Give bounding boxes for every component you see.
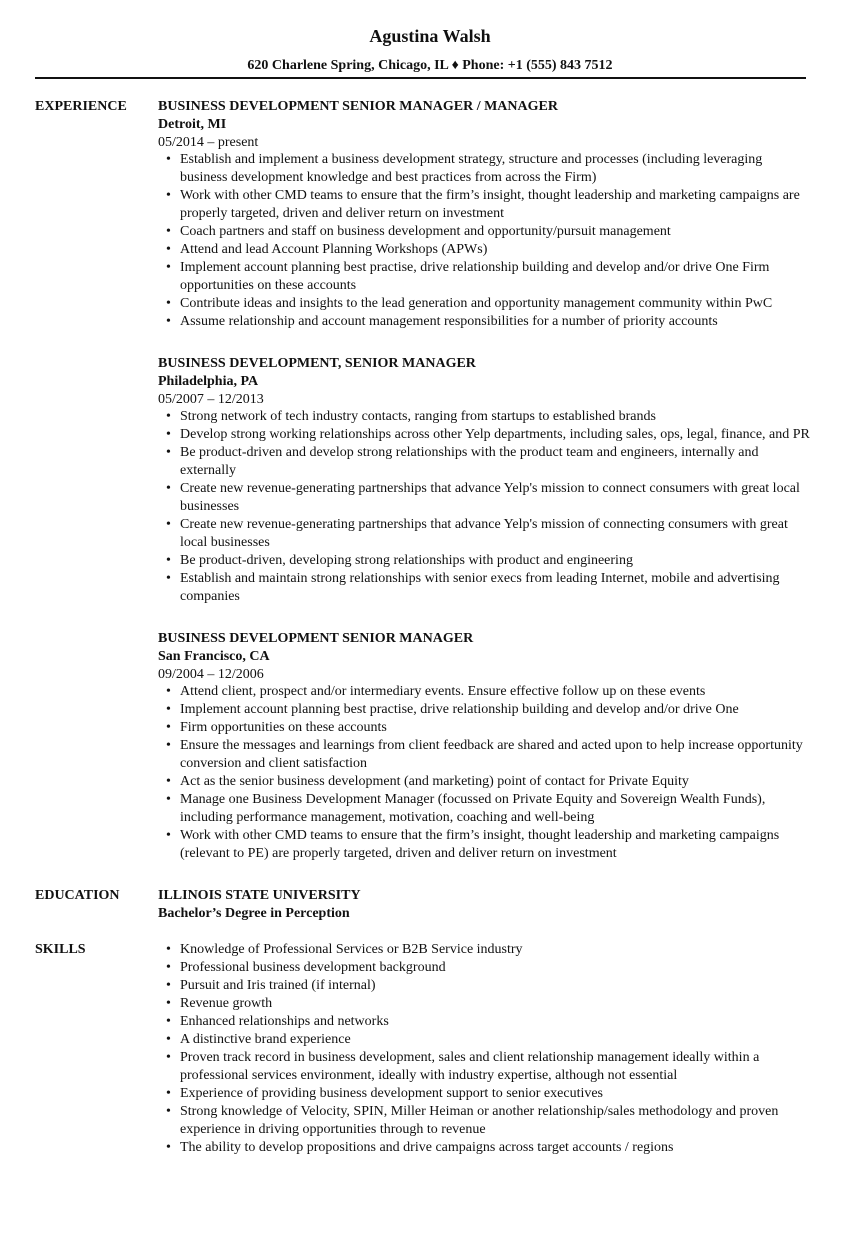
bullet-item: • Create new revenue-generating partnerships that advance Yelp's mission to connect consumers with great local businesses	[158, 480, 810, 516]
job-location: San Francisco, CA	[158, 649, 270, 664]
bullet-item: • Manage one Business Development Manager (focussed on Private Equity and Sovereign Wealth Funds), including performance management, motivation, coaching and well-being	[158, 791, 810, 827]
job-title: BUSINESS DEVELOPMENT SENIOR MANAGER	[158, 631, 474, 646]
school-name: ILLINOIS STATE UNIVERSITY	[158, 888, 361, 903]
job-bullets	[158, 408, 818, 606]
skills-list	[158, 941, 818, 1157]
job-title: BUSINESS DEVELOPMENT SENIOR MANAGER / MANAGER	[158, 99, 558, 114]
degree: Bachelor’s Degree in Perception	[158, 906, 350, 921]
bullet-item: • Implement account planning best practise, drive relationship building and develop and/or drive One	[158, 701, 810, 719]
skill-item: • Knowledge of Professional Services or B2B Service industry	[158, 941, 810, 959]
job-dates: 09/2004 – 12/2006	[158, 667, 264, 682]
resume-body	[0, 98, 860, 1157]
job-entry	[158, 630, 818, 863]
bullet-item: • Implement account planning best practise, drive relationship building and develop and/or drive One Firm opportunities on these accounts	[158, 259, 810, 295]
skill-item: • Professional business development background	[158, 959, 810, 977]
job-bullets	[158, 151, 818, 331]
experience-jobs	[158, 98, 818, 863]
skill-item: • Strong knowledge of Velocity, SPIN, Miller Heiman or another relationship/sales methodology and proven experience in driving opportunities through to revenue	[158, 1103, 810, 1139]
skill-item: • The ability to develop propositions and drive campaigns across target accounts / regions	[158, 1139, 810, 1157]
bullet-item: • Attend client, prospect and/or intermediary events. Ensure effective follow up on these events	[158, 683, 810, 701]
skill-item: • Experience of providing business development support to senior executives	[158, 1085, 810, 1103]
job-entry	[158, 98, 818, 331]
job-location: Detroit, MI	[158, 117, 227, 132]
skills-section	[0, 941, 860, 1157]
job-dates: 05/2014 – present	[158, 135, 259, 150]
contact-line: 620 Charlene Spring, Chicago, IL ♦ Phone: +1 (555) 843 7512	[247, 58, 613, 73]
bullet-item: • Be product-driven, developing strong relationships with product and engineering	[158, 552, 810, 570]
job-location: Philadelphia, PA	[158, 374, 259, 389]
bullet-item: • Work with other CMD teams to ensure that the firm’s insight, thought leadership and marketing campaigns are properly targeted, driven and deliver return on investment	[158, 187, 810, 223]
skill-item: • A distinctive brand experience	[158, 1031, 810, 1049]
section-label-experience: EXPERIENCE	[35, 99, 127, 114]
education-section	[0, 887, 860, 923]
job-bullets	[158, 683, 818, 863]
job-title: BUSINESS DEVELOPMENT, SENIOR MANAGER	[158, 356, 476, 371]
bullet-item: • Strong network of tech industry contacts, ranging from startups to established brands	[158, 408, 810, 426]
bullet-item: • Establish and implement a business development strategy, structure and processes (including leveraging business development knowledge and best practices from across the Firm)	[158, 151, 810, 187]
bullet-item: • Create new revenue-generating partnerships that advance Yelp's mission of connecting consumers with great local businesses	[158, 516, 810, 552]
job-entry	[158, 355, 818, 606]
bullet-item: • Establish and maintain strong relationships with senior execs from leading Internet, mobile and advertising companies	[158, 570, 810, 606]
section-label-education: EDUCATION	[35, 888, 120, 903]
bullet-item: • Be product-driven and develop strong relationships with the product team and engineers, internally and externally	[158, 444, 810, 480]
bullet-item: • Assume relationship and account management responsibilities for a number of priority accounts	[158, 313, 810, 331]
bullet-item: • Work with other CMD teams to ensure that the firm’s insight, thought leadership and marketing campaigns (relevant to PE) are properly targeted, driven and deliver return on investment	[158, 827, 810, 863]
bullet-item: • Firm opportunities on these accounts	[158, 719, 810, 737]
bullet-item: • Develop strong working relationships across other Yelp departments, including sales, ops, legal, finance, and PR	[158, 426, 810, 444]
header-divider	[35, 77, 806, 79]
bullet-item: • Contribute ideas and insights to the lead generation and opportunity management community within PwC	[158, 295, 810, 313]
skill-item: • Enhanced relationships and networks	[158, 1013, 810, 1031]
skill-item: • Proven track record in business development, sales and client relationship management ideally within a professional services environment, ideally with industry expertise, although not essential	[158, 1049, 810, 1085]
bullet-item: • Attend and lead Account Planning Workshops (APWs)	[158, 241, 810, 259]
experience-section	[0, 98, 860, 863]
section-label-skills: SKILLS	[35, 942, 86, 957]
bullet-item: • Ensure the messages and learnings from client feedback are shared and acted upon to help increase opportunity conversion and client satisfaction	[158, 737, 810, 773]
skill-item: • Revenue growth	[158, 995, 810, 1013]
candidate-name: Agustina Walsh	[369, 26, 491, 46]
bullet-item: • Act as the senior business development (and marketing) point of contact for Private Equity	[158, 773, 810, 791]
skill-item: • Pursuit and Iris trained (if internal)	[158, 977, 810, 995]
bullet-item: • Coach partners and staff on business development and opportunity/pursuit management	[158, 223, 810, 241]
job-dates: 05/2007 – 12/2013	[158, 392, 264, 407]
